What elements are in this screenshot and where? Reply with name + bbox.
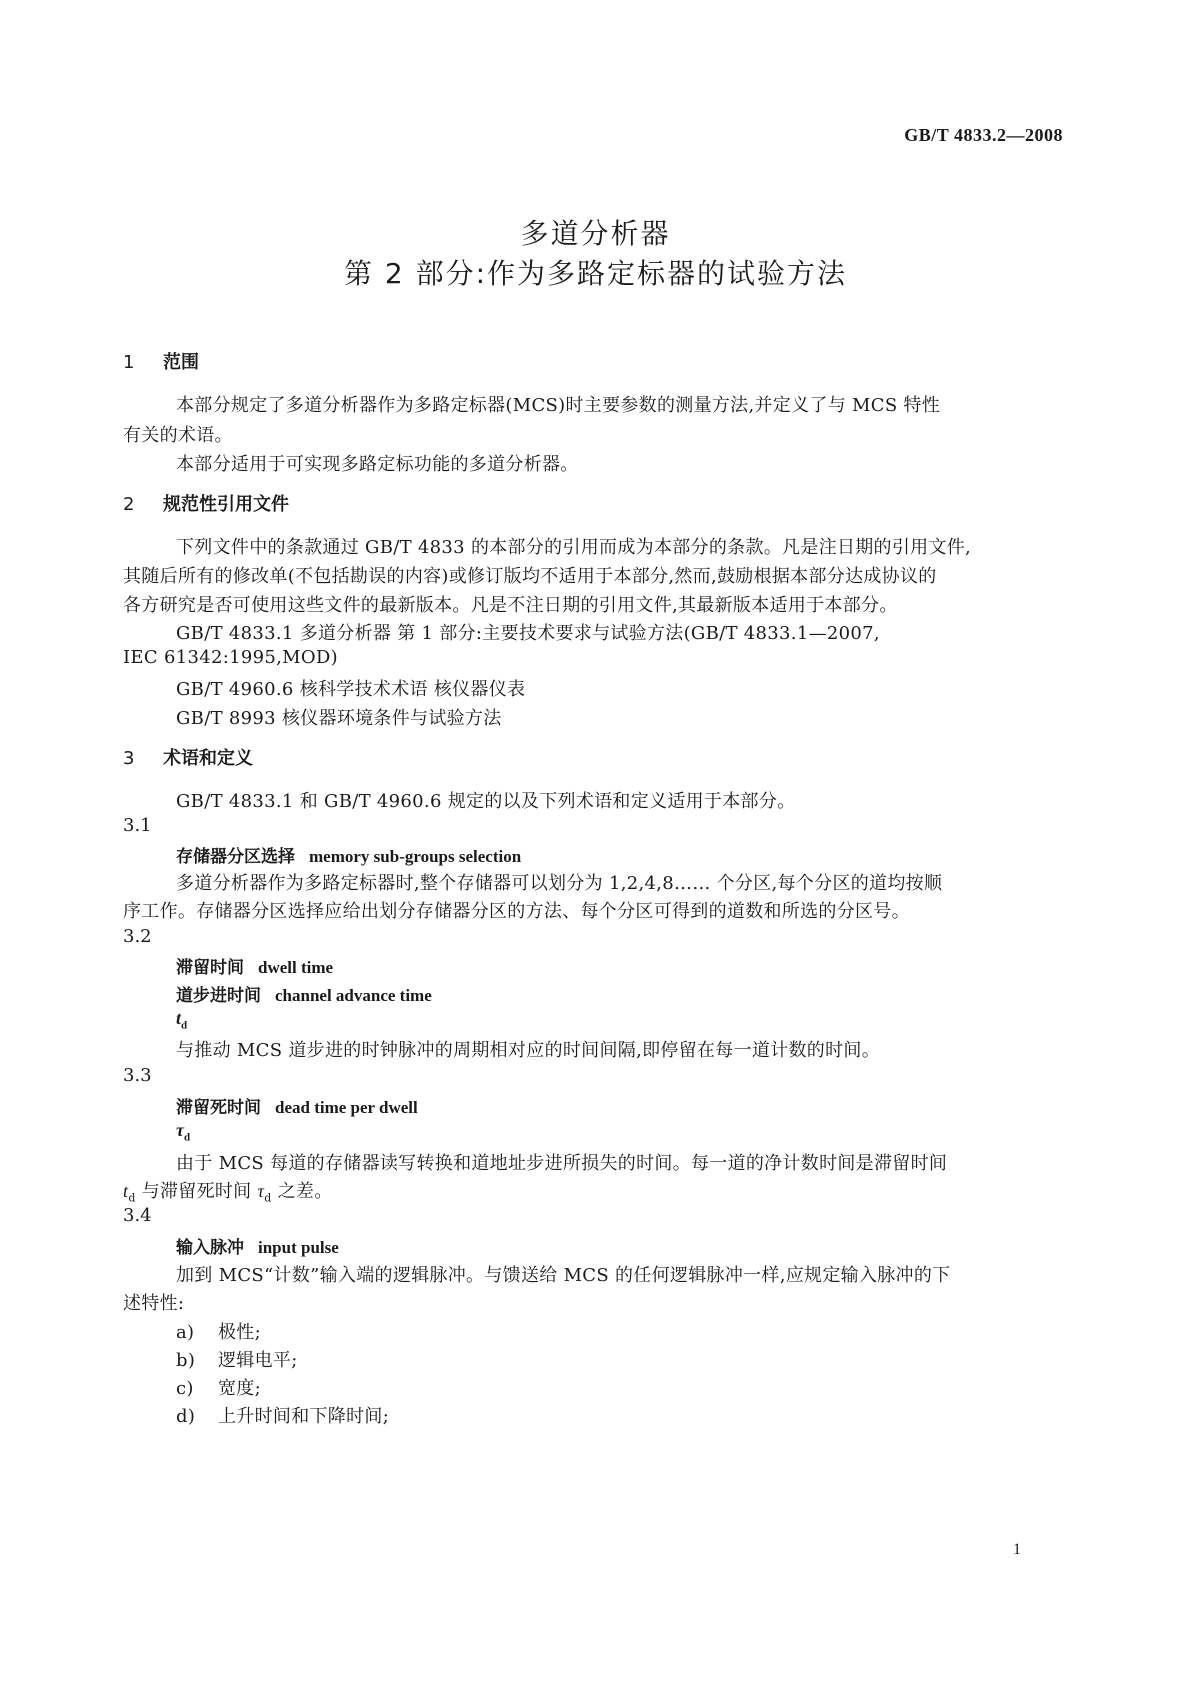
term-entry [176,953,333,978]
term-en: input pulse [258,1238,339,1257]
paragraph: 其随后所有的修改单(不包括勘误的内容)或修订版均不适用于本部分,然而,鼓励根据本部分达成协议的 [123,566,937,587]
definition: 与推动 MCS 道步进的时钟脉冲的周期相对应的时间间隔,即停留在每一道计数的时间。 [176,1040,880,1061]
list-marker: a) [176,1322,195,1343]
symbol-inline: τ [257,1181,265,1201]
section-number: 1 [123,352,135,373]
section-3-heading [123,744,253,770]
term-entry [176,842,521,867]
term-number: 3.2 [123,926,152,947]
symbol-inline: t [123,1181,129,1201]
term-number: 3.4 [123,1205,152,1226]
normative-reference: GB/T 4833.1 多道分析器 第 1 部分:主要技术要求与试验方法(GB/T 4833.1—2007, [176,623,880,644]
paragraph: 本部分规定了多道分析器作为多路定标器(MCS)时主要参数的测量方法,并定义了与 MCS 特性 [176,395,941,416]
paragraph: 本部分适用于可实现多路定标功能的多道分析器。 [176,454,579,475]
definition: 加到 MCS“计数”输入端的逻辑脉冲。与馈送给 MCS 的任何逻辑脉冲一样,应规定输入脉冲的下 [176,1265,951,1286]
term-number: 3.3 [123,1065,152,1086]
term-entry [176,1233,339,1258]
section-1-heading [123,348,199,374]
paragraph: 有关的术语。 [123,425,233,446]
page-number: 1 [1013,1541,1021,1558]
list-item [176,1318,261,1344]
definition: 述特性: [123,1293,185,1314]
symbol-main: τ [176,1120,184,1140]
section-title: 术语和定义 [163,748,253,769]
term-zh: 输入脉冲 [176,1238,244,1258]
term-zh: 滞留时间 [176,958,244,978]
section-2-heading [123,490,289,516]
term-en: dead time per dwell [275,1098,418,1117]
list-item [176,1374,261,1400]
definition-text: 与滞留死时间 [135,1181,258,1202]
normative-reference: IEC 61342:1995,MOD) [123,647,338,668]
term-entry [176,1093,418,1118]
section-number: 2 [123,494,135,515]
term-entry [176,981,432,1006]
section-title: 规范性引用文件 [163,494,289,515]
term-zh: 滞留死时间 [176,1098,261,1118]
list-text: 极性; [218,1322,261,1343]
list-marker: c) [176,1378,194,1399]
symbol-main: t [176,1008,182,1028]
paragraph: 各方研究是否可使用这些文件的最新版本。凡是不注日期的引用文件,其最新版本适用于本部分。 [123,595,898,616]
definition [123,1177,333,1205]
normative-reference: GB/T 8993 核仪器环境条件与试验方法 [176,708,502,729]
list-marker: b) [176,1350,196,1371]
standard-number: GB/T 4833.2—2008 [904,125,1063,145]
list-text: 上升时间和下降时间; [218,1406,390,1427]
symbol-subscript: d [264,1191,272,1205]
symbol-subscript: d [128,1191,136,1205]
list-item [176,1346,298,1372]
document-title-line2: 第 2 部分:作为多路定标器的试验方法 [343,257,848,290]
definition: 多道分析器作为多路定标器时,整个存储器可以划分为 1,2,4,8…… 个分区,每个分区的道均按顺 [176,873,943,894]
term-zh: 存储器分区选择 [176,847,295,867]
normative-reference: GB/T 4960.6 核科学技术术语 核仪器仪表 [176,679,526,700]
term-symbol [176,1120,190,1144]
term-en: dwell time [258,958,334,977]
term-symbol [176,1008,187,1032]
section-number: 3 [123,748,135,769]
list-marker: d) [176,1406,196,1427]
paragraph: 下列文件中的条款通过 GB/T 4833 的本部分的引用而成为本部分的条款。凡是注日期的引用文件, [176,537,972,558]
section-title: 范围 [163,352,199,373]
definition: 由于 MCS 每道的存储器读写转换和道地址步进所损失的时间。每一道的净计数时间是滞留时间 [176,1153,948,1174]
paragraph: GB/T 4833.1 和 GB/T 4960.6 规定的以及下列术语和定义适用于本部分。 [176,791,796,812]
symbol-subscript: d [184,1131,191,1144]
definition: 序工作。存储器分区选择应给出划分存储器分区的方法、每个分区可得到的道数和所选的分区号。 [123,901,910,922]
term-en: memory sub-groups selection [309,847,522,866]
term-en: channel advance time [275,986,432,1005]
list-text: 宽度; [218,1378,261,1399]
term-number: 3.1 [123,815,152,836]
list-item [176,1402,389,1428]
term-zh: 道步进时间 [176,986,261,1006]
symbol-subscript: d [181,1019,188,1032]
list-text: 逻辑电平; [218,1350,298,1371]
definition-text: 之差。 [271,1181,333,1202]
document-title-line1: 多道分析器 [520,217,671,250]
